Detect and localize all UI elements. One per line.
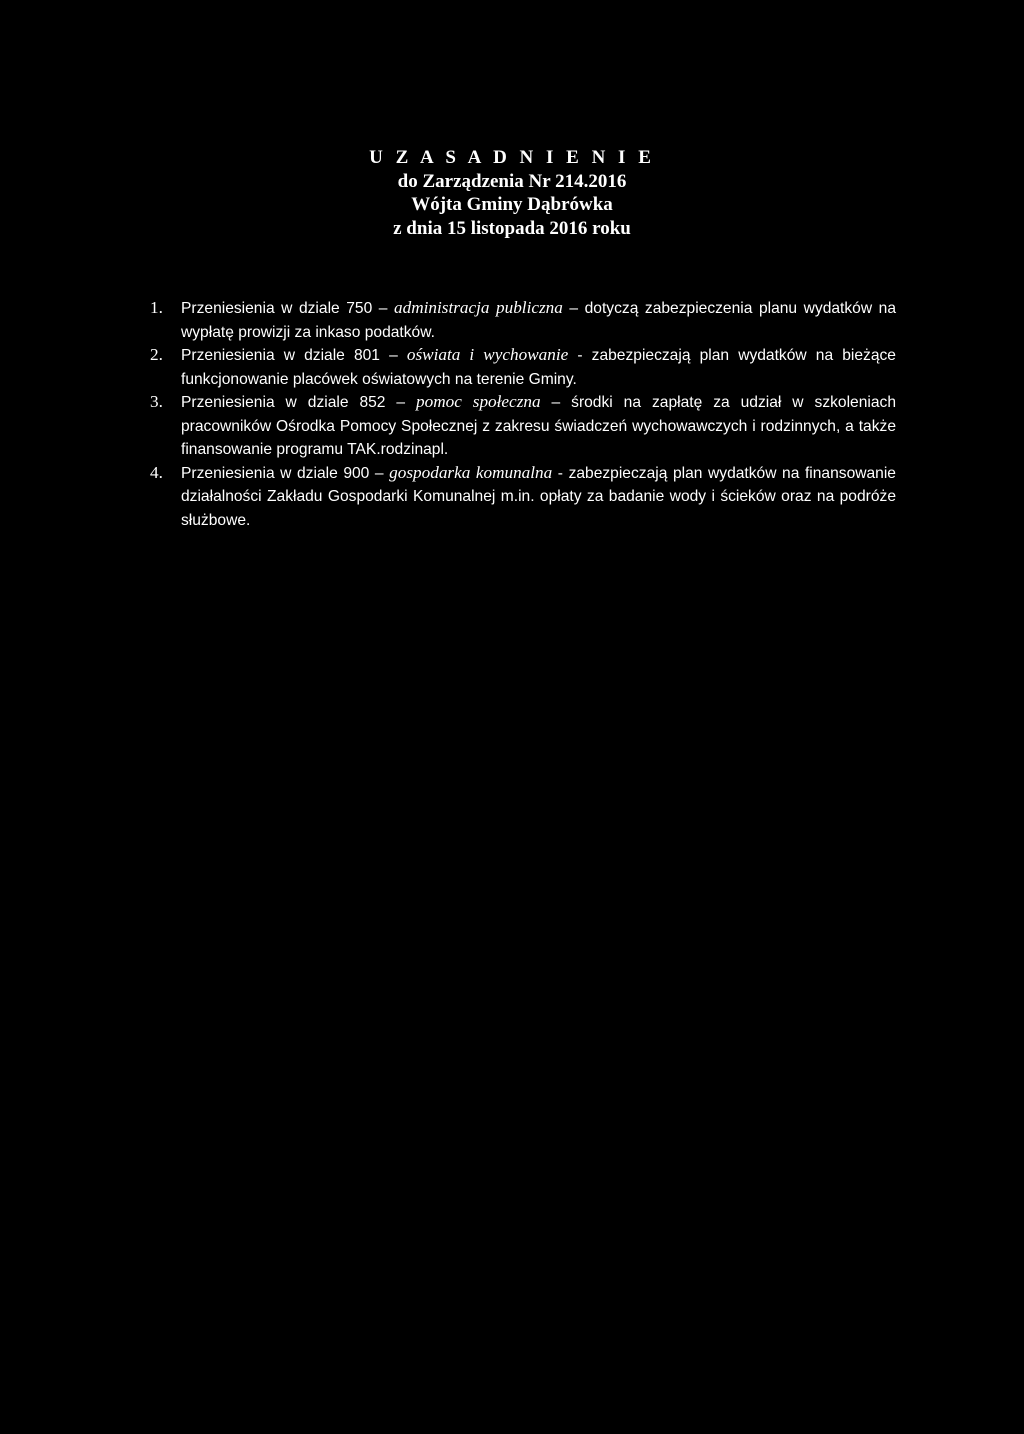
item-number: 3.: [150, 392, 163, 411]
item-text-pre: Przeniesienia w dziale 852 –: [181, 394, 417, 411]
issue-date: z dnia 15 listopada 2016 roku: [393, 217, 631, 239]
item-text-pre: Przeniesienia w dziale 900 –: [181, 464, 390, 482]
ordinance-number: do Zarządzenia Nr 214.2016: [397, 170, 627, 192]
item-division: administracja publiczna: [394, 298, 563, 317]
list-item: [148, 462, 896, 533]
item-text-post: – środki na zapłatę za udział w szkoleniach pracowników Ośrodka Pomocy Społecznej z zakresu świadczeń wychowawczych i rodzinnych, a także finansowanie programu TAK.rodzinapl.: [181, 394, 896, 458]
item-number: 4.: [150, 462, 163, 482]
issuer: Wójta Gminy Dąbrówka: [411, 194, 613, 215]
item-number: 2.: [150, 345, 163, 364]
item-text-post: – dotyczą zabezpieczenia planu wydatków na wypłatę prowizji za inkaso podatków.: [181, 300, 897, 341]
item-text-post: - zabezpieczają plan wydatków na bieżące funkcjonowanie placówek oświatowych na terenie Gminy.: [181, 347, 896, 388]
list-item: [148, 297, 896, 344]
document-heading: [0, 146, 1024, 240]
list-item: [148, 344, 896, 391]
item-text-pre: Przeniesienia w dziale 801 –: [181, 347, 407, 364]
list-item: [148, 391, 896, 462]
item-division: oświata i wychowanie: [406, 345, 569, 364]
item-division: pomoc społeczna: [416, 392, 541, 411]
justification-list: [148, 297, 896, 532]
item-text-post: - zabezpieczają plan wydatków na finansowanie działalności Zakładu Gospodarki Komunalnej m.in. opłaty za badanie wody i ścieków oraz na podróże służbowe.: [181, 464, 896, 529]
item-number: 1.: [150, 298, 163, 317]
document-title: U Z A S A D N I E N I E: [369, 147, 655, 168]
item-text-pre: Przeniesienia w dziale 750 –: [181, 300, 395, 317]
item-division: gospodarka komunalna: [389, 462, 553, 482]
